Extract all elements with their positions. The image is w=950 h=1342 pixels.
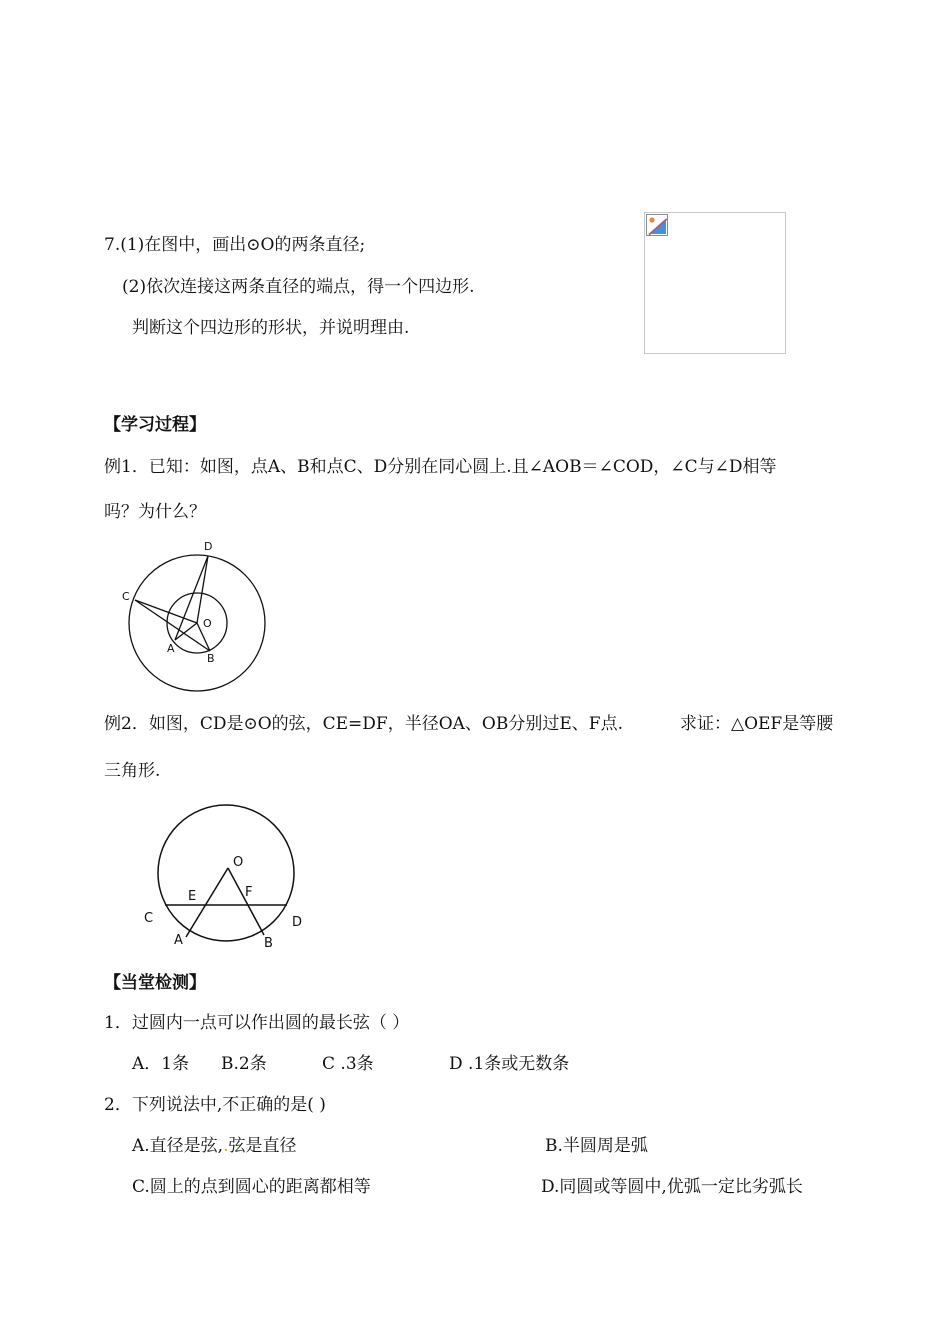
q7-line1: 7.(1)在图中，画出⊙O的两条直径; xyxy=(104,235,366,255)
q1-option-b: B.2条 xyxy=(221,1054,267,1074)
fig2-label-f: F xyxy=(245,885,253,900)
example1-line2: 吗？为什么？ xyxy=(104,502,206,522)
check-q1: 1．过圆内一点可以作出圆的最长弦（ ） xyxy=(104,1013,410,1033)
fig1-label-a: A xyxy=(167,642,175,655)
q2-option-c: C.圆上的点到圆心的距离都相等 xyxy=(132,1177,371,1197)
example2-prove: 求证：△OEF是等腰 xyxy=(680,714,834,734)
fig2-label-d: D xyxy=(292,915,303,930)
broken-image-placeholder xyxy=(644,212,786,354)
broken-image-icon xyxy=(646,214,668,236)
example2-line1: 例2．如图，CD是⊙O的弦，CE=DF，半径OA、OB分别过E、F点. xyxy=(104,714,623,734)
example1-line1: 例1．已知：如图，点A、B和点C、D分别在同心圆上.且∠AOB＝∠COD，∠C与∠D相等 xyxy=(104,457,777,477)
q2-option-a xyxy=(132,1135,297,1157)
fig2-label-a: A xyxy=(174,933,183,948)
fig1-label-c: C xyxy=(122,590,130,603)
concentric-circles-figure xyxy=(118,538,270,698)
q2-option-d: D.同圆或等圆中,优弧一定比劣弧长 xyxy=(541,1177,803,1197)
example2-line2: 三角形. xyxy=(104,761,161,781)
fig2-label-b: B xyxy=(264,936,273,951)
fig1-label-o: O xyxy=(203,617,212,630)
fig1-label-b: B xyxy=(207,652,215,665)
q7-line3: 判断这个四边形的形状，并说明理由. xyxy=(132,318,410,338)
fig2-label-c: C xyxy=(144,911,154,926)
q2-option-a-pre: A.直径是弦, xyxy=(132,1136,224,1156)
fig1-label-d: D xyxy=(204,540,213,553)
fig2-label-o: O xyxy=(233,855,244,870)
check-q2: 2．下列说法中,不正确的是( ) xyxy=(104,1095,326,1115)
q1-option-a: A．1条 xyxy=(132,1054,190,1074)
segment-oc xyxy=(135,600,197,623)
q2-option-a-dot: . xyxy=(223,1136,229,1156)
fig2-label-e: E xyxy=(188,889,197,904)
segment-od xyxy=(197,556,208,623)
circle-o xyxy=(158,805,294,941)
check-heading: 【当堂检测】 xyxy=(104,973,206,993)
q1-option-c: C .3条 xyxy=(322,1054,374,1074)
radius-ob xyxy=(228,868,264,935)
q2-option-b: B.半圆周是弧 xyxy=(545,1136,648,1156)
q7-line2: (2)依次连接这两条直径的端点，得一个四边形. xyxy=(122,277,475,297)
q2-option-a-post: 弦是直径 xyxy=(228,1136,297,1156)
learning-heading: 【学习过程】 xyxy=(104,415,206,435)
circle-chord-figure xyxy=(140,798,310,953)
q1-option-d: D .1条或无数条 xyxy=(449,1054,570,1074)
